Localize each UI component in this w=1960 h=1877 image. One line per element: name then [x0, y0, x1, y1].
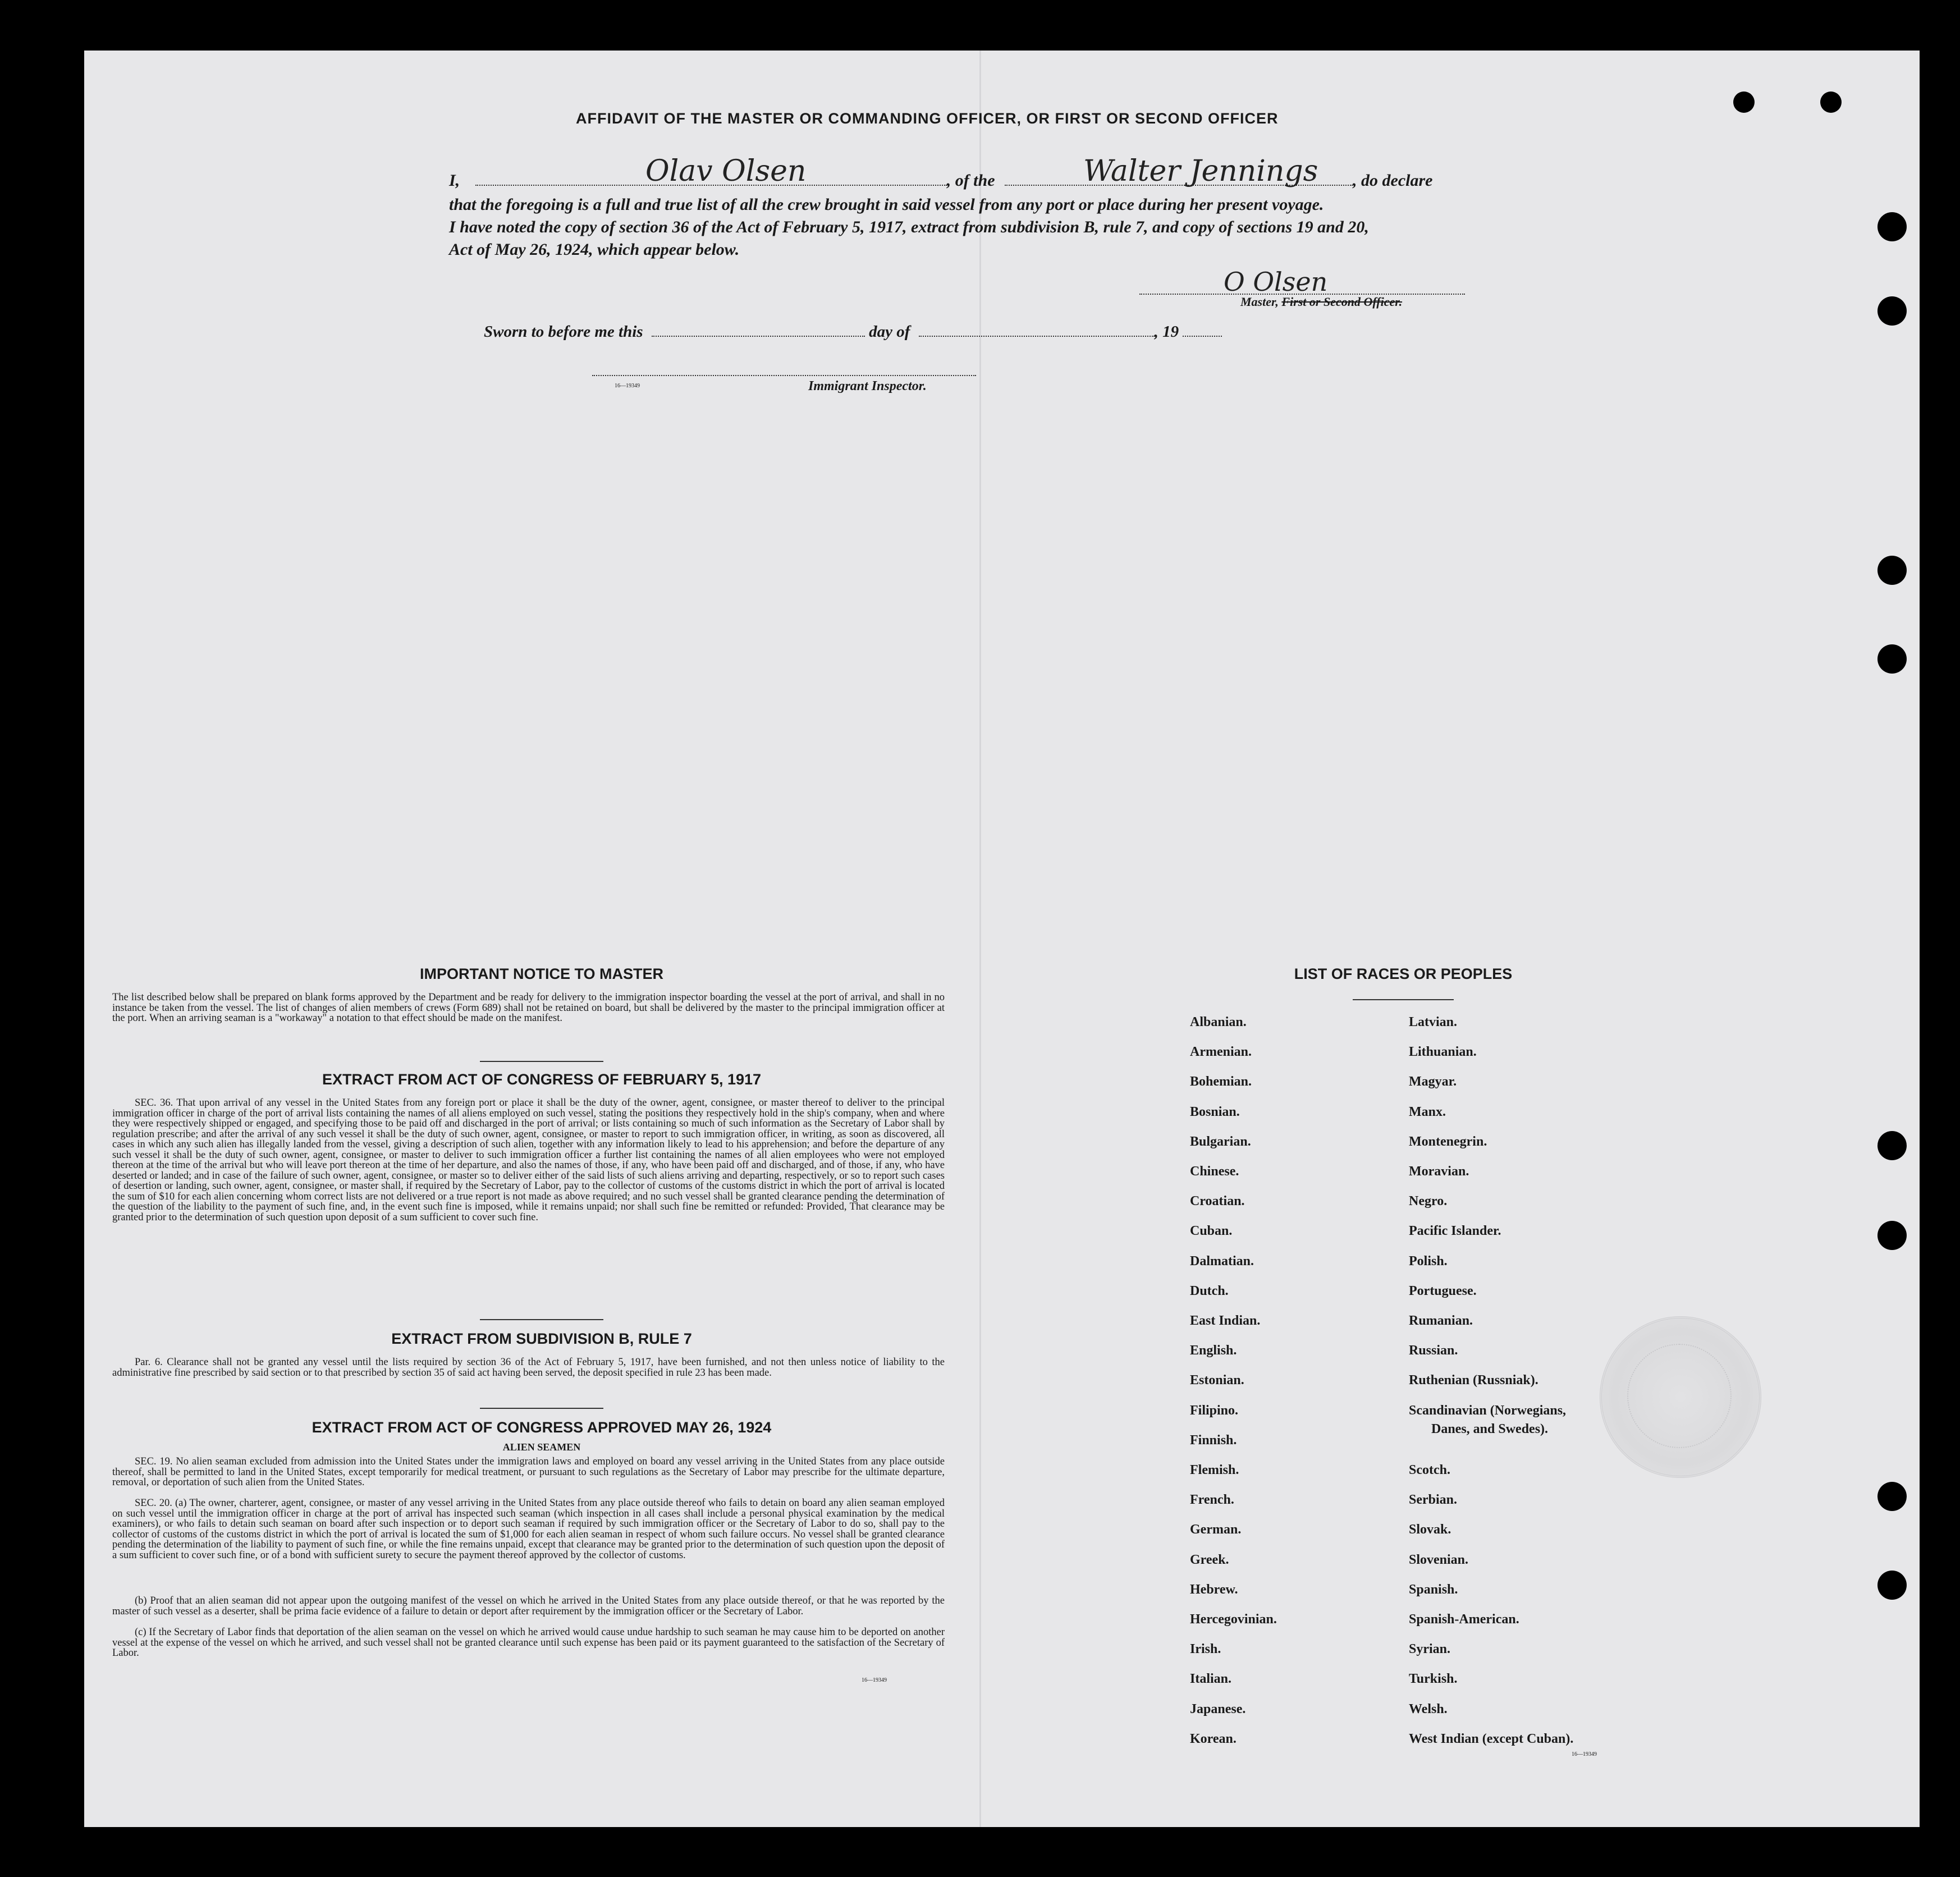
notice-title: IMPORTANT NOTICE TO MASTER	[420, 965, 663, 982]
sworn-label: Sworn to before me this	[484, 323, 643, 341]
race-item: Armenian.	[1190, 1045, 1252, 1060]
race-item: Latvian.	[1409, 1015, 1458, 1029]
embossed-seal	[1600, 1316, 1761, 1478]
sworn-year-field	[1183, 335, 1222, 337]
do-declare-label: , do declare	[1353, 171, 1433, 190]
master-signature: O Olsen	[1224, 267, 1328, 297]
race-item: Montenegrin.	[1409, 1134, 1487, 1149]
race-item: Greek.	[1190, 1552, 1229, 1567]
race-item: Chinese.	[1190, 1164, 1239, 1179]
race-item: Bohemian.	[1190, 1074, 1252, 1089]
binder-hole	[1733, 91, 1755, 113]
binder-hole	[1877, 1131, 1907, 1160]
race-item: Polish.	[1409, 1253, 1448, 1269]
race-item: Spanish-American.	[1409, 1612, 1519, 1627]
binder-hole	[1877, 556, 1907, 585]
extract-1924-sec20b: (b) Proof that an alien seaman did not appear upon the outgoing manifest of the vessel on which he arrived in the United States from any place outside thereof, or that he was reported by the master of such vessel as a deserter, shall be prima facie evidence of a failure to detain or deport after requirement by the immigration officer or the Secretary of Labor.	[112, 1595, 945, 1617]
race-item: Scotch.	[1409, 1463, 1450, 1477]
race-item: French.	[1190, 1493, 1234, 1508]
race-item: Pacific Islander.	[1409, 1224, 1501, 1239]
divider	[480, 1408, 603, 1409]
role-master: Master,	[1240, 295, 1279, 309]
extract-1917-text: SEC. 36. That upon arrival of any vessel in the United States from any foreign port or place it shall be the duty of the owner, agent, consignee, or master thereof to deliver to the principal immigration officer in charge of the port of arrival lists containing the names of all aliens employed on such vessel, stating the positions they respectively hold in the ship's company, when and where they were respectively shipped or engaged, and specifying those to be paid off and discharged in the port of arrival; or lists containing so much of such information as the Secretary of Labor shall by regulation prescribe; and after the arrival of any such vessel it shall be the duty of such owner, agent, consignee, or master to report to such immigration officer, in writing, as soon as discovered, all cases in which any such alien has illegally landed from the vessel, giving a description of such alien, together with any information likely to lead to his apprehension; and before the departure of any such vessel it shall be the duty of such owner, agent, consignee, or master to deliver to such immigration officer a further list containing the names of all alien employees who were not employed thereon at the time of the arrival but who will leave port thereon at the time of her departure, and also the names of those, if any, who have been paid off and discharged, and of those, if any, who have deserted or landed; and in case of the failure of such owner, agent, consignee, or master so to deliver either of the said lists of such aliens arriving and departing, respectively, or so to report such cases of desertion or landing, such owner, agent, consignee, or master shall, if required by the Secretary of Labor, pay to the collector of customs of the customs district in which the port of arrival is located the sum of $10 for each alien concerning whom correct lists are not delivered or a true report is not made as above required; and no such vessel shall be granted clearance pending the determination of the question of the liability to the payment of such fine, and, in the event such fine is imposed, while it remains unpaid; nor shall such fine be remitted or refunded: Provided, That clearance may be granted prior to the determination of such question upon deposit of a sum sufficient to cover such fine.	[112, 1097, 945, 1223]
binder-hole	[1877, 644, 1907, 674]
extract-1924-subtitle: ALIEN SEAMEN	[502, 1441, 581, 1453]
race-item: Filipino.	[1190, 1403, 1239, 1418]
extract-1917-title: EXTRACT FROM ACT OF CONGRESS OF FEBRUARY 5, 1917	[322, 1071, 762, 1088]
race-item: Rumanian.	[1409, 1313, 1473, 1328]
document-page	[84, 51, 1920, 1827]
race-item: Dutch.	[1190, 1283, 1229, 1298]
sworn-day-field	[652, 335, 865, 337]
race-item: West Indian (except Cuban).	[1409, 1731, 1574, 1746]
race-item: Slovak.	[1409, 1522, 1451, 1537]
race-item: East Indian.	[1190, 1313, 1261, 1328]
race-item: Japanese.	[1190, 1701, 1246, 1716]
race-item: Welsh.	[1409, 1701, 1448, 1716]
binder-hole	[1877, 212, 1907, 241]
race-item: Serbian.	[1409, 1493, 1458, 1508]
extract-1924-sec20a: SEC. 20. (a) The owner, charterer, agent, consignee, or master of any vessel arriving in the United States from any place outside thereof who fails to detain on board any alien seaman employed on such vessel until the immigration officer in charge at the port of arrival has inspected such seaman (which inspection in all cases shall include a personal physical examination by the medical examiners), or who fails to detain such seaman on board after such inspection or to deport such seaman if required by such immigration officer or the Secretary of Labor to do so, shall pay to the collector of customs of the customs district in which the port of arrival is located the sum of $1,000 for each alien seaman in respect of whom such failure occurs. No vessel shall be granted clearance pending the determination of the liability to payment of such fine, or while the fine remains unpaid, except that clearance may be granted prior to the determination of such question upon the deposit of a sum sufficient to cover such fine, or of a bond with sufficient surety to secure the payment thereof approved by the collector of customs.	[112, 1498, 945, 1561]
race-item: Irish.	[1190, 1642, 1221, 1657]
day-of-label: day of	[869, 323, 910, 341]
race-item: Hebrew.	[1190, 1582, 1238, 1597]
race-item: Syrian.	[1409, 1642, 1451, 1657]
declaration-line-3: I have noted the copy of section 36 of the Act of February 5, 1917, extract from subdivision B, rule 7, and copy of sections 19 and 20,	[449, 218, 1369, 236]
race-item: Finnish.	[1190, 1432, 1237, 1448]
of-the-label: , of the	[946, 171, 995, 190]
year-label: , 19	[1154, 323, 1179, 341]
signature-role	[1240, 295, 1402, 309]
race-item: Lithuanian.	[1409, 1045, 1477, 1060]
declaration-line-4: Act of May 26, 1924, which appear below.	[449, 240, 740, 259]
race-item: Magyar.	[1409, 1074, 1457, 1089]
race-item: Spanish.	[1409, 1582, 1458, 1597]
master-name-handwriting: Olav Olsen	[645, 154, 807, 188]
race-item: Manx.	[1409, 1104, 1446, 1119]
declaration-line-2: that the foregoing is a full and true list of all the crew brought in said vessel from any port or place during her present voyage.	[449, 195, 1324, 214]
race-item: English.	[1190, 1343, 1237, 1358]
race-item: Scandinavian (Norwegians,	[1409, 1403, 1567, 1418]
form-number-top: 16—19349	[615, 383, 640, 389]
race-item: Moravian.	[1409, 1164, 1469, 1179]
sworn-month-field	[919, 335, 1155, 337]
races-title: LIST OF RACES OR PEOPLES	[1294, 965, 1513, 982]
race-item-continued: Danes, and Swedes).	[1431, 1421, 1549, 1436]
race-item: Portuguese.	[1409, 1283, 1477, 1298]
sworn-line	[484, 323, 1222, 341]
extract-1924-sec20c: (c) If the Secretary of Labor finds that deportation of the alien seaman on the vessel on which he arrived would cause undue hardship to such seaman he may cause him to be deported on another vessel at the expense of the vessel on which he arrived, and such vessel shall not be granted clearance until such expense has been paid or its payment guaranteed to the satisfaction of the Secretary of Labor.	[112, 1627, 945, 1659]
extract-1924-sec19: SEC. 19. No alien seaman excluded from admission into the United States under the immigration laws and employed on board any vessel arriving in the United States from any place outside thereof, shall be permitted to land in the United States, except temporarily for medical treatment, or pursuant to such regulations as the Secretary of Labor may prescribe for the ultimate departure, removal, or deportation of such alien from the United States.	[112, 1456, 945, 1488]
race-item: Korean.	[1190, 1731, 1237, 1746]
binder-hole	[1877, 1571, 1907, 1600]
race-item: Hercegovinian.	[1190, 1612, 1277, 1627]
race-item: Ruthenian (Russniak).	[1409, 1373, 1538, 1388]
notice-text: The list described below shall be prepared on blank forms approved by the Department and be ready for delivery to the immigration inspector boarding the vessel at the port of arrival, and shall in no instance be taken from the vessel. The list of changes of alien members of crews (Form 689) shall not be retained on board, but shall be delivered by the master to the principal immigration officer at the port. When an arriving seaman is a "workaway" a notation to that effect should be made on the manifest.	[112, 992, 945, 1024]
page-fold	[979, 51, 981, 1827]
vessel-name-handwriting: Walter Jennings	[1083, 154, 1318, 188]
race-item: Albanian.	[1190, 1015, 1247, 1029]
race-item: Slovenian.	[1409, 1552, 1469, 1567]
divider	[1353, 999, 1454, 1000]
race-item: Russian.	[1409, 1343, 1458, 1358]
binder-hole	[1877, 1482, 1907, 1511]
affidavit-title: AFFIDAVIT OF THE MASTER OR COMMANDING OFFICER, OR FIRST OR SECOND OFFICER	[576, 110, 1279, 127]
race-item: Bulgarian.	[1190, 1134, 1251, 1149]
race-item: Negro.	[1409, 1194, 1448, 1209]
race-item: Italian.	[1190, 1672, 1232, 1687]
race-item: Flemish.	[1190, 1463, 1239, 1477]
extract-b-title: EXTRACT FROM SUBDIVISION B, RULE 7	[391, 1330, 692, 1347]
divider	[480, 1061, 603, 1062]
race-item: Turkish.	[1409, 1672, 1458, 1687]
inspector-signature-line	[592, 374, 976, 376]
race-item: Croatian.	[1190, 1194, 1245, 1209]
race-item: German.	[1190, 1522, 1242, 1537]
extract-1924-title: EXTRACT FROM ACT OF CONGRESS APPROVED MAY 26, 1924	[312, 1419, 772, 1436]
form-number-right: 16—19349	[1572, 1751, 1597, 1757]
binder-hole	[1820, 91, 1842, 113]
role-struck: First or Second Officer.	[1281, 295, 1403, 309]
form-number-left: 16—19349	[862, 1677, 887, 1683]
extract-b-text: Par. 6. Clearance shall not be granted any vessel until the lists required by section 36 of the Act of February 5, 1917, have been furnished, and not then unless notice of liability to the administrative fine prescribed by said section or to that prescribed by section 35 of said act having been served, the deposit specified in rule 23 has been made.	[112, 1357, 945, 1379]
race-item: Bosnian.	[1190, 1104, 1240, 1119]
binder-hole	[1877, 296, 1907, 326]
race-item: Cuban.	[1190, 1224, 1233, 1239]
race-item: Estonian.	[1190, 1373, 1244, 1388]
inspector-label: Immigrant Inspector.	[808, 379, 927, 393]
divider	[480, 1319, 603, 1320]
binder-hole	[1877, 1221, 1907, 1250]
i-label: I,	[449, 171, 460, 190]
race-item: Dalmatian.	[1190, 1253, 1254, 1269]
